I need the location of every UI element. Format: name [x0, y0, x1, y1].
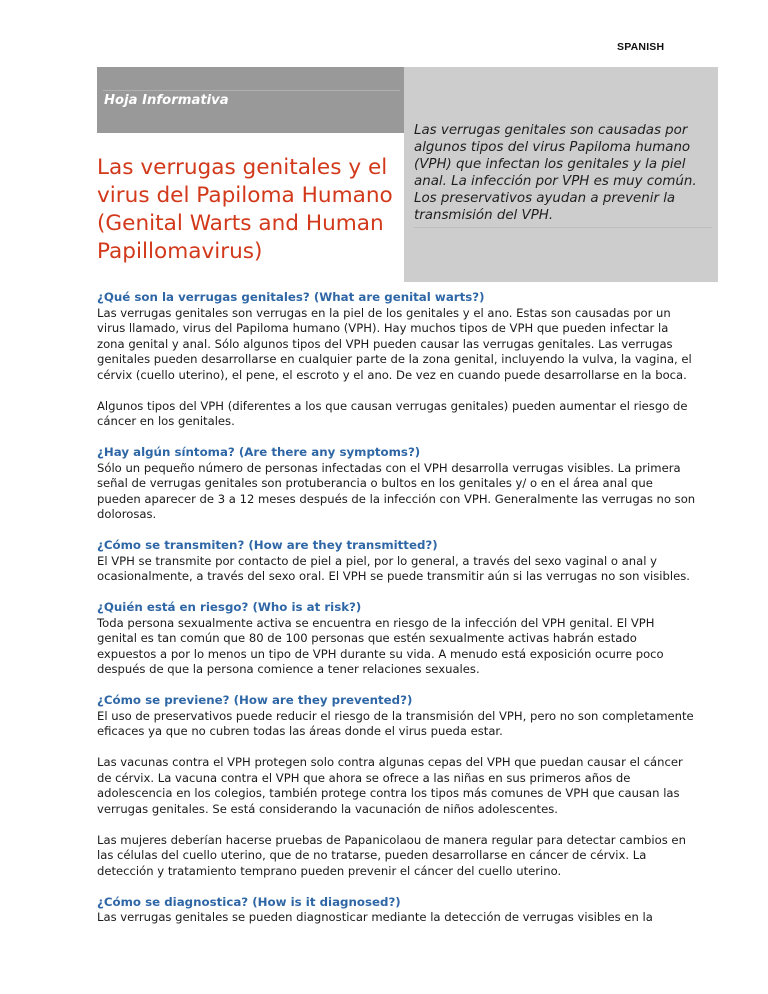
- document-body: [97, 290, 697, 941]
- section-prevention: [97, 693, 697, 879]
- document-title: Las verrugas genitales y el virus del Papiloma Humano (Genital Warts and Human Papillomavirus): [97, 155, 393, 265]
- section-what-are-warts: [97, 290, 697, 430]
- section-paragraph: Las verrugas genitales son verrugas en la piel de los genitales y el ano. Estas son causadas por un virus llamado, virus del Papiloma humano (VPH). Hay muchos tipos de VPH que pueden infectar la zona genital y anal. Sólo algunos tipos del VPH pueden causar las verrugas genitales. Las verrugas genitales pueden desarrollarse en cualquier parte de la zona genital, incluyendo la vulva, la vagina, el cérvix (cuello uterino), el pene, el escroto y el ano. De vez en cuando puede desarrollarse en la boca.: [97, 305, 692, 382]
- section-paragraph: Las vacunas contra el VPH protegen solo contra algunas cepas del VPH que puedan causar el cáncer de cérvix. La vacuna contra el VPH que ahora se ofrece a las niñas en sus primeros años de adolescencia en los colegios, también protege contra los tipos más comunes de VPH que causan las verrugas genitales. Se está considerando la vacunación de niños adolescentes.: [97, 755, 683, 816]
- language-tag: SPANISH: [617, 41, 665, 53]
- banner-divider: [103, 90, 400, 91]
- section-paragraph: Algunos tipos del VPH (diferentes a los que causan verrugas genitales) pueden aumentar el riesgo de cáncer en los genitales.: [97, 398, 688, 428]
- section-paragraph: Las mujeres deberían hacerse pruebas de Papanicolaou de manera regular para detectar cambios en las células del cuello uterino, que de no tratarse, pueden desarrollarse en cáncer de cérvix. La detección y tratamiento temprano pueden prevenir el cáncer del cuello uterino.: [97, 832, 686, 878]
- summary-divider: [414, 227, 712, 228]
- summary-text: Las verrugas genitales son causadas por algunos tipos del virus Papiloma humano (VPH) que infectan los genitales y la piel anal. La infección por VPH es muy común. Los preservativos ayudan a prevenir la transmisión del VPH.: [414, 123, 697, 223]
- summary-box: [404, 67, 718, 282]
- section-paragraph: Sólo un pequeño número de personas infectadas con el VPH desarrolla verrugas visibles. La primera señal de verrugas genitales son protuberancia o bultos en los genitales y/ o en el área anal que pueden aparecer de 3 a 12 meses después de la infección con VPH. Generalmente las verrugas no son dolorosas.: [97, 460, 696, 521]
- section-paragraph: Las verrugas genitales se pueden diagnosticar mediante la detección de verrugas visibles en la: [97, 910, 653, 924]
- section-heading: ¿Hay algún síntoma? (Are there any symptoms?): [97, 445, 421, 459]
- section-heading: ¿Quién está en riesgo? (Who is at risk?): [97, 600, 362, 614]
- section-diagnosis: [97, 895, 697, 926]
- section-heading: ¿Cómo se diagnostica? (How is it diagnosed?): [97, 894, 401, 909]
- section-paragraph: El VPH se transmite por contacto de piel a piel, por lo general, a través del sexo vaginal o anal y ocasionalmente, a través del sexo oral. El VPH se puede transmitir aún si las verrugas no son visibles.: [97, 553, 690, 583]
- section-heading: ¿Cómo se previene? (How are they prevented?): [97, 693, 413, 707]
- section-transmission: [97, 538, 697, 585]
- fact-sheet-banner: [97, 67, 404, 133]
- fact-sheet-label: Hoja Informativa: [104, 93, 229, 108]
- section-paragraph: Toda persona sexualmente activa se encuentra en riesgo de la infección del VPH genital. El VPH genital es tan común que 80 de 100 personas que estén sexualmente activas habrán estado expuestos a por lo menos un tipo de VPH durante su vida. A menudo está exposición ocurre poco después de que la persona comience a tener relaciones sexuales.: [97, 615, 664, 676]
- section-paragraph: El uso de preservativos puede reducir el riesgo de la transmisión del VPH, pero no son completamente eficaces ya que no cubren todas las áreas donde el virus pueda estar.: [97, 708, 694, 738]
- section-symptoms: [97, 445, 697, 523]
- section-heading: ¿Cómo se transmiten? (How are they transmitted?): [97, 538, 438, 552]
- section-risk: [97, 600, 697, 678]
- section-heading: ¿Qué son la verrugas genitales? (What are genital warts?): [97, 290, 485, 304]
